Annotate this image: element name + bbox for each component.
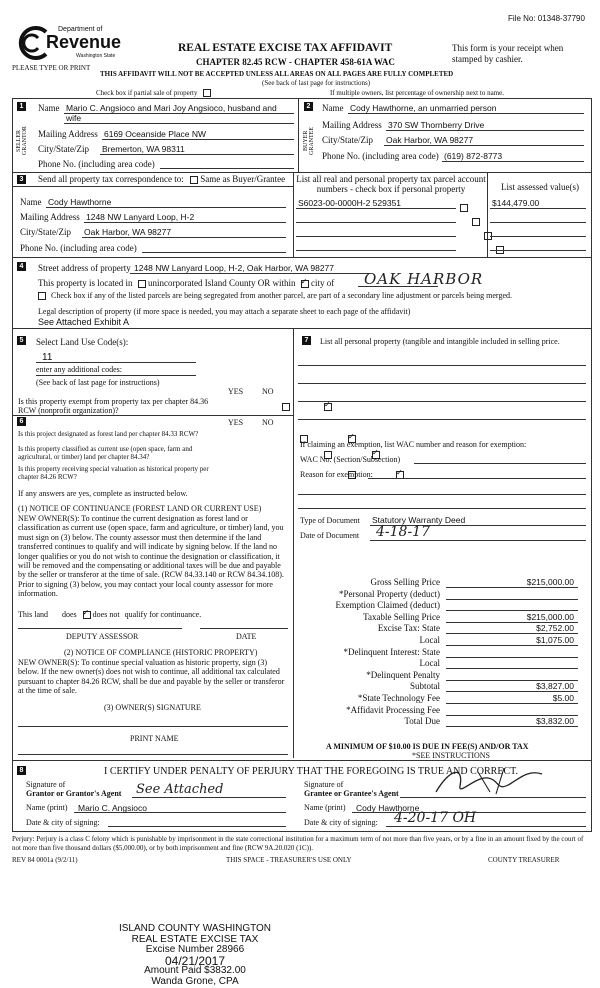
segregated-row: [38, 291, 512, 300]
grantee-signature: [430, 762, 550, 798]
treasurer-stamp: [110, 924, 280, 987]
stamp-treasurer-name: Wanda Grone, CPA: [151, 975, 239, 987]
tax-row-label: Gross Selling Price: [370, 577, 440, 587]
input-line: [130, 273, 370, 274]
section-5-number: 5: [17, 336, 26, 345]
legal-desc-label: Legal description of property (if more space is needed, you may attach a separate sheet to each page of the affidavit): [38, 307, 411, 316]
segregated-checkbox[interactable]: [38, 292, 46, 300]
s3-mailing-label: Mailing Address: [20, 212, 80, 222]
perjury-statement: Perjury: Perjury is a class C felony which is punishable by imprisonment in the state correctional institution for a maximum term of not more than five years, or by a fine in an amount fixed by the court of not more than five thousand dollars ($5,000.00), or by both imprisonment and fine (RCW 9A.20.020 (1C)).: [12, 835, 584, 852]
input-line: [368, 478, 586, 479]
legal-desc-value: See Attached Exhibit A: [38, 317, 130, 327]
historic-question: Is this property receiving special valuation as historical property per chapter 84.26 RCW?: [18, 465, 209, 481]
logo-state-text: Washington State: [76, 53, 116, 59]
input-line: [102, 139, 294, 140]
logo-dept-text: Department of: [58, 26, 103, 33]
date-label: DATE: [236, 632, 257, 641]
property-street: 1248 NW Lanyard Loop, H-2, Oak Harbor, WA 98277: [134, 263, 335, 273]
divider: [12, 760, 592, 761]
input-line: [490, 222, 586, 223]
exempt-yes-checkbox[interactable]: [282, 403, 290, 411]
doc-type-label: Type of Document: [300, 516, 360, 525]
file-number: File No: 01348-37790: [508, 14, 585, 23]
buyer-grantee-label: BUYER GRANTEE: [303, 127, 315, 155]
grantee-printed-name: Cody Hawthorne: [356, 803, 420, 813]
grantor-date-label: Date & city of signing:: [26, 818, 100, 827]
minimum-fee-note: A MINIMUM OF $10.00 IS DUE IN FEE(S) AND/OR TAX: [326, 742, 529, 751]
notice-continuance-title: (1) NOTICE OF CONTINUANCE (FOREST LAND OR CURRENT USE): [18, 504, 262, 513]
multiple-owners-note: If multiple owners, list percentage of ownership next to name.: [330, 89, 504, 97]
input-line: [298, 365, 586, 366]
exempt-question: Is this property exempt from property tax per chapter 84.36 RCW (nonprofit organization)?: [18, 397, 209, 415]
section-6-number: 6: [17, 417, 26, 426]
grantee-agent-label: Grantee or Grantee's Agent: [304, 789, 399, 798]
partial-sale-row: [96, 89, 211, 97]
this-land-label: This land: [18, 610, 48, 619]
input-line: [358, 286, 438, 287]
certify-statement: I CERTIFY UNDER PENALTY OF PERJURY THAT THE FOREGOING IS TRUE AND CORRECT.: [104, 766, 518, 777]
input-line: [490, 208, 586, 209]
not-accepted-notice: THIS AFFIDAVIT WILL NOT BE ACCEPTED UNLESS ALL AREAS ON ALL PAGES ARE FULLY COMPLETED: [100, 70, 454, 78]
seller-mailing: 6169 Oceanside Place NW: [104, 129, 207, 139]
additional-codes-label: enter any additional codes:: [36, 365, 122, 374]
input-line: [142, 252, 286, 253]
current-use-question: Is this property classified as current use (open space, farm and agricultural, or timber) land per chapter 84.34?: [18, 445, 193, 461]
tax-row-line: [446, 587, 578, 588]
qualify-label: qualify for continuance.: [124, 610, 202, 619]
input-line: [348, 113, 584, 114]
section-1-number: 1: [17, 102, 26, 111]
input-line: [36, 362, 196, 363]
s6-yes-header: YES: [228, 418, 244, 427]
section-7-number: 7: [302, 336, 311, 345]
notice-compliance-title: (2) NOTICE OF COMPLIANCE (HISTORIC PROPERTY): [64, 648, 258, 657]
tax-row-label: Local: [419, 635, 440, 645]
tax-row-value: $2,752.00: [536, 623, 574, 634]
stamp-amount-paid: Amount Paid $3832.00: [144, 965, 246, 976]
document-type: Statutory Warranty Deed: [372, 515, 466, 525]
unincorporated-checkbox[interactable]: [138, 280, 146, 288]
segregated-label: Check box if any of the listed parcels are being segregated from another parcel, are part of a secondary line adjustment or parcels being merged.: [51, 291, 512, 300]
land-use-see-back: (See back of last page for instructions): [36, 378, 160, 387]
land-use-label: Select Land Use Code(s):: [36, 337, 129, 347]
seller-grantor-label: SELLER GRANTOR: [16, 126, 28, 156]
doc-date-label: Date of Document: [300, 531, 360, 540]
notice-continuance-body: NEW OWNER(S): To continue the current designation as forest land or classification as current use (open space, farm and agriculture, or timber) land, you must sign on (3) below. The county assessor must then determine if the land transferred continues to qualify and will indicate by signing below. If the land no longer qualifies or you do not wish to continue the designation or classification, it will be removed and the compensating or additional taxes will be due and payable by the seller or transferor at the time of sale. (RCW 84.33.140 or RCW 84.34.108). Prior to signing (3) below, you may contact your local county assessor for more information.: [18, 514, 284, 599]
print-name-label: PRINT NAME: [130, 734, 179, 743]
input-line: [64, 123, 294, 124]
buyer-name: Cody Hawthorne, an unmarried person: [350, 103, 497, 113]
form-chapter: CHAPTER 82.45 RCW - CHAPTER 458-61A WAC: [196, 57, 395, 67]
tax-row-line: [446, 645, 578, 646]
reason-label: Reason for exemption:: [300, 470, 373, 479]
document-date: 4-18-17: [376, 524, 430, 540]
correspondence-city: Oak Harbor, WA 98277: [84, 227, 172, 237]
s3-name-label: Name: [20, 197, 42, 207]
input-line: [46, 207, 286, 208]
input-line: [84, 222, 286, 223]
exempt-no-checkbox[interactable]: [324, 403, 332, 411]
grantor-sig-of-label: Signature of: [26, 780, 66, 789]
section-2-number: 2: [304, 102, 313, 111]
qualify-row: [18, 610, 201, 619]
input-line: [296, 236, 456, 237]
tax-row-value: $1,075.00: [536, 635, 574, 645]
revenue-logo: [16, 22, 126, 64]
input-line: [298, 508, 586, 509]
logo-main-text: Revenue: [46, 32, 122, 52]
tax-row-line: [446, 668, 578, 669]
input-line: [414, 463, 586, 464]
s6-no-header: NO: [262, 418, 274, 427]
tax-row-value: $3,832.00: [536, 716, 574, 727]
input-line: [386, 826, 586, 827]
tax-row-label: Total Due: [404, 716, 440, 727]
does-not-label: does not: [92, 610, 120, 619]
input-line: [490, 250, 586, 251]
does-label: does: [62, 610, 77, 619]
parcel-assessed-value: $144,479.00: [492, 198, 540, 208]
input-line: [296, 250, 456, 251]
divider: [12, 186, 294, 187]
s3-correspondence-row: [38, 174, 285, 184]
personal-property-label: List all personal property (tangible and intangible included in selling price.: [320, 337, 560, 346]
input-line: [108, 826, 286, 827]
buyer-city: Oak Harbor, WA 98277: [386, 135, 474, 145]
partial-sale-checkbox[interactable]: [203, 89, 211, 97]
any-yes-note: If any answers are yes, complete as instructed below.: [18, 489, 188, 498]
divider: [12, 257, 592, 258]
stamp-county: ISLAND COUNTY WASHINGTON: [118, 923, 272, 934]
input-line: [298, 494, 586, 495]
wac-label: WAC No. (Section/Subsection): [300, 455, 401, 464]
forest-land-question: Is this project designated as forest land per chapter 84.33 RCW?: [18, 430, 199, 438]
input-line: [18, 628, 182, 629]
input-line: [400, 797, 586, 798]
tax-row-value: $215,000.00: [526, 577, 574, 587]
tax-row-line: [446, 703, 578, 704]
input-line: [490, 236, 586, 237]
grantor-printed-name: Mario C. Angsioco: [78, 803, 147, 813]
s1-phone-label: Phone No. (including area code): [38, 159, 155, 169]
input-line: [18, 726, 288, 727]
divider: [12, 172, 592, 173]
tax-row-label: *State Technology Fee: [357, 693, 440, 703]
partial-sale-label: Check box if partial sale of property: [96, 89, 198, 97]
s3-phone-label: Phone No. (including area code): [20, 243, 137, 253]
exemption-claim-label: If claiming an exemption, list WAC number and reason for exemption:: [300, 440, 527, 449]
correspondence-mailing: 1248 NW Lanyard Loop, H-2: [86, 212, 195, 222]
s1-name-label: Name: [38, 103, 60, 113]
grantor-name-label: Name (print): [26, 803, 68, 812]
correspondence-name: Cody Hawthorne: [48, 197, 112, 207]
s2-city-label: City/State/Zip: [322, 135, 373, 145]
grantor-agent-label: Grantor or Grantor's Agent: [26, 789, 122, 798]
s3-send-label: Send all property tax correspondence to:: [38, 174, 184, 184]
divider: [12, 328, 592, 329]
within-city-checkbox[interactable]: [301, 280, 309, 288]
county-treasurer-label: COUNTY TREASURER: [488, 856, 560, 864]
tax-row-label: Taxable Selling Price: [363, 611, 440, 622]
s1-city-label: City/State/Zip: [38, 144, 89, 154]
input-line: [298, 401, 586, 402]
tax-row-label: *Delinquent Penalty: [366, 669, 440, 680]
input-line: [200, 628, 288, 629]
tax-row-label: *Personal Property (deduct): [339, 588, 440, 599]
form-revision: REV 84 0001a (9/2/11): [12, 856, 78, 864]
input-line: [132, 797, 286, 798]
tax-row-label: Exemption Claimed (deduct): [335, 600, 440, 611]
input-line: [100, 154, 294, 155]
treasurer-use-only: THIS SPACE - TREASURER'S USE ONLY: [226, 856, 352, 864]
located-row: [38, 278, 334, 288]
unincorporated-label: unincorporated Island County OR within: [147, 278, 296, 288]
tax-row-label: Excise Tax: State: [377, 623, 440, 634]
s2-phone-label: Phone No. (including area code): [322, 151, 439, 161]
s2-name-label: Name: [322, 103, 344, 113]
divider: [293, 172, 294, 258]
input-line: [82, 237, 286, 238]
input-line: [384, 145, 584, 146]
same-as-buyer-label: Same as Buyer/Grantee: [200, 174, 286, 184]
input-line: [18, 754, 288, 755]
same-as-buyer-checkbox[interactable]: [190, 176, 198, 184]
personal-property-checkbox[interactable]: [472, 218, 480, 226]
please-type: PLEASE TYPE OR PRINT: [12, 64, 91, 72]
stamp-date: 04/21/2017: [164, 953, 226, 968]
street-label: Street address of property: [38, 263, 131, 273]
receipt-note: This form is your receipt when stamped by cashier.: [452, 43, 564, 64]
tax-row-value: $5.00: [552, 693, 574, 703]
input-line: [298, 419, 586, 420]
tax-row-line: [446, 599, 578, 600]
tax-row-line: [446, 657, 578, 658]
divider: [298, 98, 299, 173]
buyer-phone: (619) 872-8773: [444, 151, 503, 161]
does-not-checkbox[interactable]: [83, 611, 91, 619]
tax-row-line: [446, 726, 578, 727]
grantee-date-label: Date & city of signing:: [304, 818, 378, 827]
seller-name: Mario C. Angsioco and Mari Joy Angsioco, husband and wife: [66, 103, 277, 123]
see-back-note: (See back of last page for instructions): [262, 79, 371, 87]
input-line: [442, 161, 584, 162]
deputy-assessor-label: DEPUTY ASSESSOR: [66, 632, 139, 641]
divider: [293, 328, 294, 758]
input-line: [74, 812, 286, 813]
input-line: [64, 113, 294, 114]
section-3-number: 3: [17, 175, 26, 184]
personal-property-checkbox[interactable]: [460, 204, 468, 212]
input-line: [36, 375, 196, 376]
revenue-logo-icon: [16, 26, 50, 60]
tax-row-label: Subtotal: [409, 681, 440, 692]
grantee-sig-of-label: Signature of: [304, 780, 344, 789]
located-label: This property is located in: [38, 278, 133, 288]
input-line: [386, 130, 584, 131]
divider: [12, 415, 294, 416]
s2-mailing-label: Mailing Address: [322, 120, 382, 130]
seller-city: Bremerton, WA 98311: [102, 144, 185, 154]
tax-row-value: $3,827.00: [536, 681, 574, 692]
land-use-code: 11: [42, 352, 53, 363]
tax-row-label: *Affidavit Processing Fee: [346, 704, 440, 715]
s3-city-label: City/State/Zip: [20, 227, 71, 237]
input-line: [298, 383, 586, 384]
grantee-date-city: 4-20-17 OH: [394, 810, 477, 826]
owner-signature-label: (3) OWNER(S) SIGNATURE: [104, 703, 201, 712]
grantee-name-label: Name (print): [304, 803, 346, 812]
form-title: REAL ESTATE EXCISE TAX AFFIDAVIT: [178, 42, 393, 54]
s1-mailing-label: Mailing Address: [38, 129, 98, 139]
grantor-signature: See Attached: [136, 782, 224, 797]
tax-row-label: *Delinquent Interest: State: [343, 646, 440, 657]
parcels-header: List all real and personal property tax parcel account numbers - check box if personal property: [296, 174, 486, 194]
input-line: [296, 208, 456, 209]
city-handwritten: OAK HARBOR: [364, 270, 484, 288]
assessed-header: List assessed value(s): [501, 182, 579, 192]
buyer-mailing: 370 SW Thornberry Drive: [388, 120, 485, 130]
notice-compliance-body: NEW OWNER(S): To continue special valuation as historic property, sign (3) below. If the new owner(s) does not wish to continue, all additional tax calculated pursuant to chapter 84.26 RCW, shall be due and payable by the seller or transferor at the time of sale.: [18, 658, 285, 696]
section-4-number: 4: [17, 262, 26, 271]
stamp-tax-type: REAL ESTATE EXCISE TAX: [131, 933, 259, 945]
input-line: [296, 222, 456, 223]
s5-yes-header: YES: [228, 387, 244, 396]
section-8-number: 8: [17, 766, 26, 775]
parcel-number: S6023-00-0000H-2 529351: [298, 198, 402, 208]
input-line: [160, 168, 294, 169]
tax-row-label: Local: [419, 658, 440, 669]
divider: [487, 172, 488, 258]
s5-no-header: NO: [262, 387, 274, 396]
see-instructions-note: *SEE INSTRUCTIONS: [412, 751, 491, 760]
stamp-excise-number: Excise Number 28966: [145, 944, 245, 955]
input-line: [370, 540, 586, 541]
city-of-label: city of: [310, 278, 335, 288]
tax-row-value: $215,000.00: [526, 611, 574, 622]
